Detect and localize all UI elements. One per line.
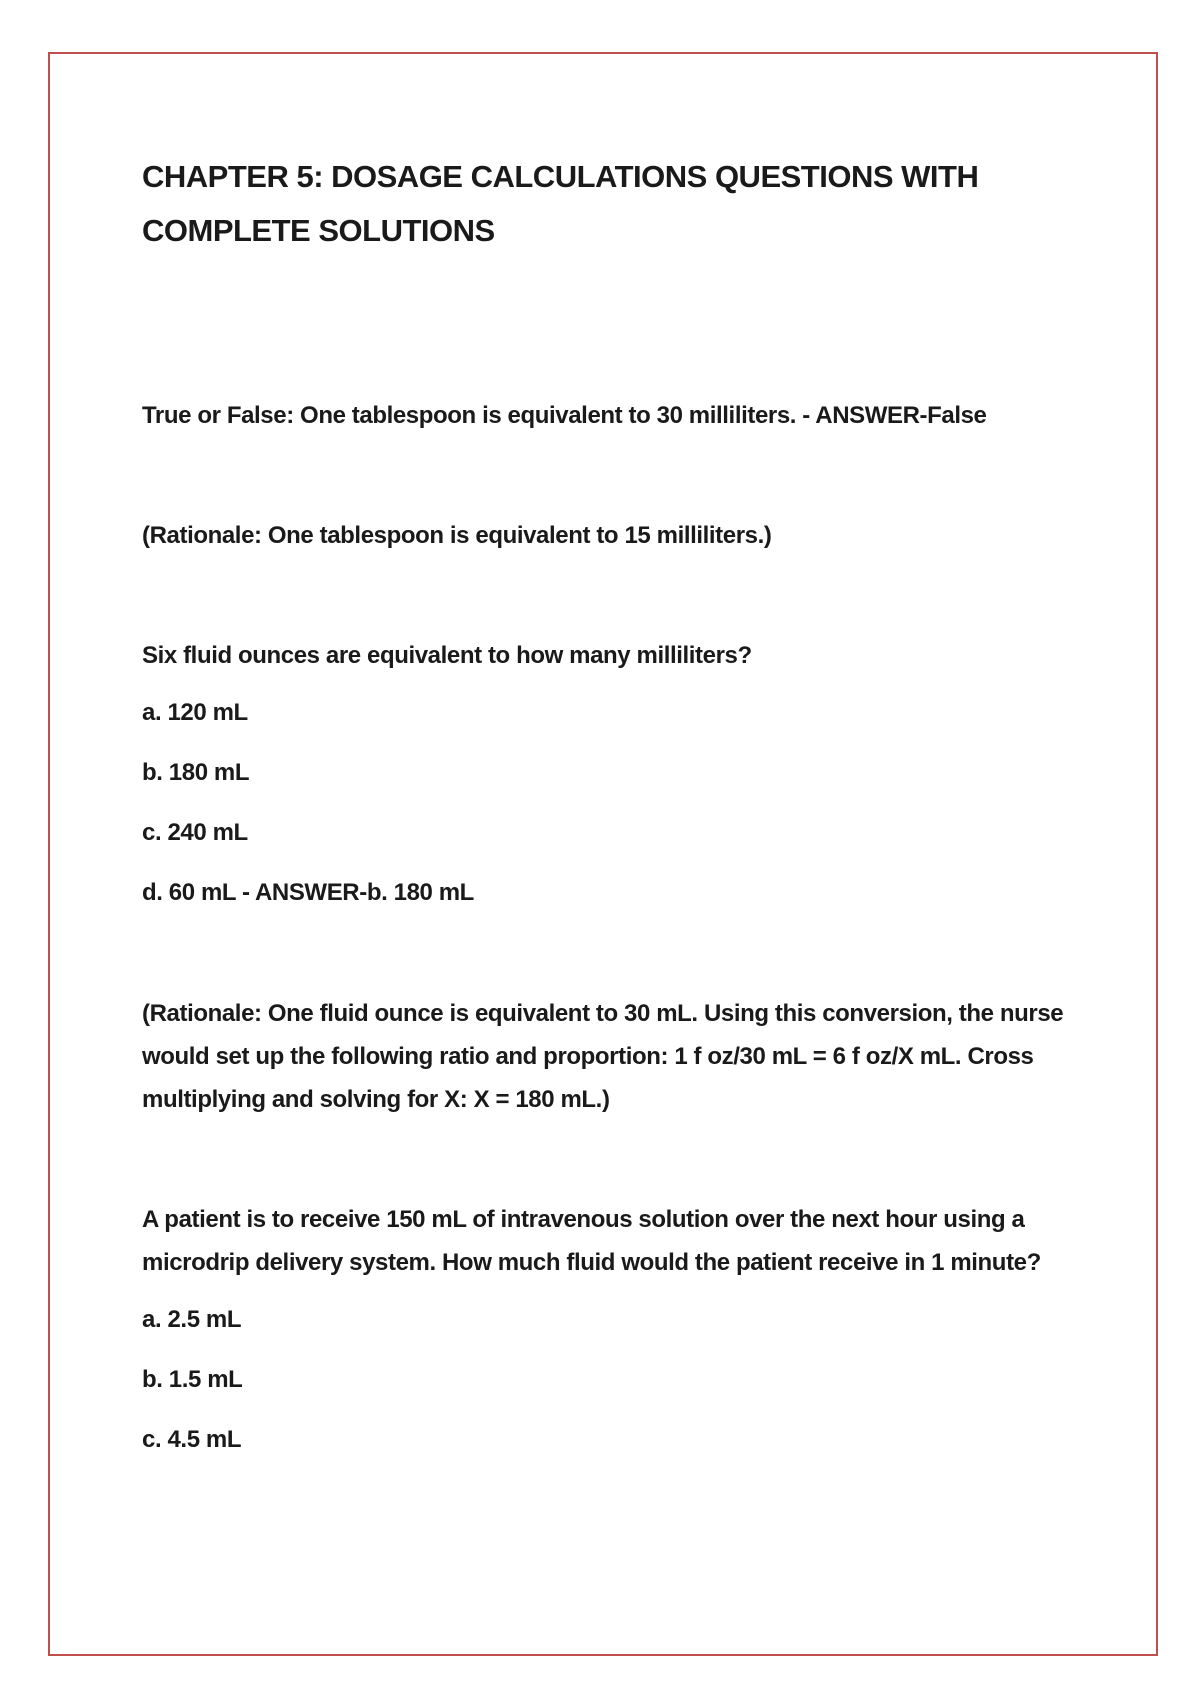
rationale-1 xyxy=(142,514,1082,557)
option-item: a. 2.5 mL xyxy=(142,1306,242,1333)
option-list xyxy=(142,1290,1082,1470)
question-text: A patient is to receive 150 mL of intravenous solution over the next hour using a microdrip delivery system. How much fluid would the patient receive in 1 minute? xyxy=(142,1206,1041,1276)
option-item: c. 4.5 mL xyxy=(142,1426,242,1453)
rationale-text: (Rationale: One tablespoon is equivalent to 15 milliliters.) xyxy=(142,522,772,549)
rationale-text: (Rationale: One fluid ounce is equivalent to 30 mL. Using this conversion, the nurse would set up the following ratio and proportion: 1 f oz/30 mL = 6 f oz/X mL. Cross multiplying and solving for X: X = 180 mL.) xyxy=(142,1000,1064,1113)
question-3 xyxy=(142,1198,1082,1470)
question-text: True or False: One tablespoon is equivalent to 30 milliliters. - ANSWER-False xyxy=(142,402,987,429)
rationale-2 xyxy=(142,992,1082,1121)
question-2 xyxy=(142,634,1082,923)
document-body xyxy=(142,150,1082,1453)
option-item: d. 60 mL - ANSWER-b. 180 mL xyxy=(142,879,474,906)
option-list xyxy=(142,683,1082,923)
question-1 xyxy=(142,394,1082,437)
page-title: CHAPTER 5: DOSAGE CALCULATIONS QUESTIONS WITH COMPLETE SOLUTIONS xyxy=(142,159,979,248)
option-item: b. 1.5 mL xyxy=(142,1366,243,1393)
option-item: a. 120 mL xyxy=(142,699,248,726)
question-text: Six fluid ounces are equivalent to how many milliliters? xyxy=(142,642,752,669)
option-item: c. 240 mL xyxy=(142,819,248,846)
option-item: b. 180 mL xyxy=(142,759,250,786)
